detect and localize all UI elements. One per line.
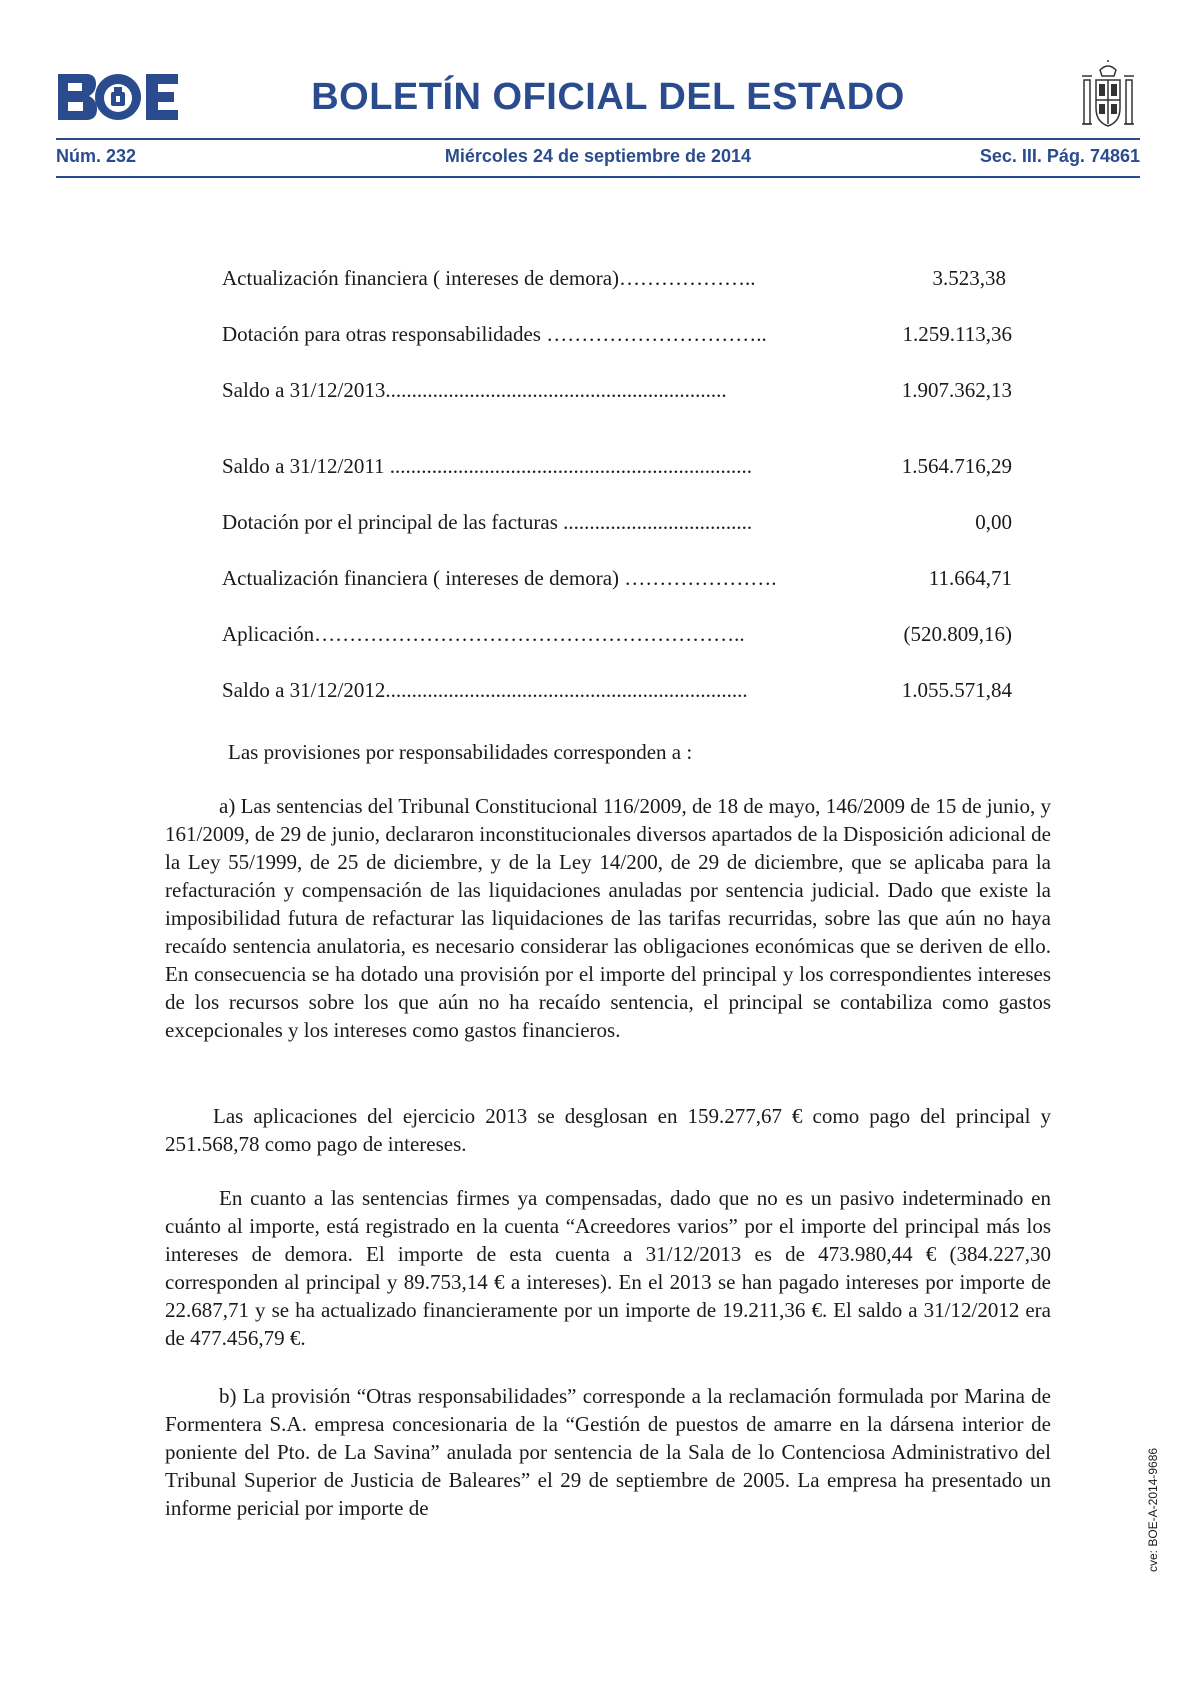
ledger-row <box>222 622 1012 650</box>
ledger-label: Dotación por el principal de las facturas .................................... <box>222 510 753 534</box>
ledger-row <box>222 378 1012 406</box>
paragraph-settled-rulings: En cuanto a las sentencias firmes ya compensadas, dado que no es un pasivo indeterminado en cuánto al importe, está registrado en la cuenta “Acreedores varios” por el importe del principal más los intereses de demora. El importe de esta cuenta a 31/12/2013 es de 473.980,44 € (384.227,30 corresponden al principal y 89.753,14 € a intereses). En el 2013 se han pagado intereses por importe de 22.687,71 y se ha actualizado financieramente por un importe de 19.211,36 €. El saldo a 31/12/2012 era de 477.456,79 €. <box>165 1186 1051 1350</box>
ledger-label: Dotación para otras responsabilidades ………………………….. <box>222 322 767 346</box>
ledger-value: (520.809,16) <box>903 622 1012 646</box>
masthead-title: BOLETÍN OFICIAL DEL ESTADO <box>311 76 905 118</box>
provisions-intro: Las provisiones por responsabilidades corresponden a : <box>228 740 693 764</box>
issue-date: Miércoles 24 de septiembre de 2014 <box>444 146 752 166</box>
cve-identifier: cve: BOE-A-2014-9686 <box>1146 1447 1160 1572</box>
ledger-value: 11.664,71 <box>928 566 1012 590</box>
ledger-row <box>222 678 1012 706</box>
ledger-value: 1.907.362,13 <box>901 378 1012 402</box>
coat-of-arms-icon <box>1076 60 1140 132</box>
header-rule-bottom <box>56 176 1140 178</box>
page-header <box>56 70 1140 180</box>
boe-logo-icon <box>56 72 180 122</box>
ledger-label: Actualización financiera ( intereses de demora)……………….. <box>222 266 756 290</box>
ledger-row <box>222 566 1012 594</box>
ledger-label: Aplicación…………………………………………………….. <box>222 622 745 646</box>
ledger-row <box>222 322 1012 350</box>
ledger-label: Actualización financiera ( intereses de demora) …………………. <box>222 566 777 590</box>
ledger-value: 1.259.113,36 <box>902 322 1012 346</box>
ledger-label: Saldo a 31/12/2011 ..................................................................... <box>222 454 753 478</box>
ledger-label: Saldo a 31/12/2013................................................................. <box>222 378 727 402</box>
ledger-label: Saldo a 31/12/2012..................................................................... <box>222 678 748 702</box>
ledger-row <box>222 510 1012 538</box>
ledger-value: 3.523,38 <box>932 266 1006 290</box>
header-subline <box>56 146 1140 172</box>
ledger-row <box>222 266 1012 294</box>
paragraph-a: a) Las sentencias del Tribunal Constitucional 116/2009, de 18 de mayo, 146/2009 de 15 de junio, y 161/2009, de 29 de junio, declararon inconstitucionales diversos apartados de la Disposición adicional de la Ley 55/1999, de 25 de diciembre, y de la Ley 14/200, de 29 de diciembre, que se aplicaba para la refacturación y compensación de las liquidaciones anuladas por sentencia judicial. Dado que existe la imposibilidad futura de refacturar las liquidaciones de las tarifas recurridas, sobre las que aún no haya recaído sentencia anulatoria, es necesario considerar las obligaciones económicas que se deriven de ello. En consecuencia se ha dotado una provisión por el importe del principal y los correspondientes intereses de los recursos sobre los que aún no ha recaído sentencia, el principal se contabiliza como gastos excepcionales y los intereses como gastos financieros. <box>165 794 1051 1042</box>
ledger-row <box>222 454 1012 482</box>
ledger-value: 1.055.571,84 <box>901 678 1012 702</box>
paragraph-b: b) La provisión “Otras responsabilidades” corresponde a la reclamación formulada por Marina de Formentera S.A. empresa concesionaria de la “Gestión de puestos de amarre en la dársena interior de poniente del Pto. de La Savina” anulada por sentencia de la Sala de lo Contenciosa Administrativo del Tribunal Superior de Justicia de Baleares” el 29 de septiembre de 2005. La empresa ha presentado un informe pericial por importe de <box>165 1384 1051 1520</box>
ledger-value: 0,00 <box>975 510 1012 534</box>
paragraph-applications: Las aplicaciones del ejercicio 2013 se desglosan en 159.277,67 € como pago del principal y 251.568,78 como pago de intereses. <box>165 1104 1051 1156</box>
issue-number: Núm. 232 <box>56 146 137 166</box>
header-rule-top <box>56 138 1140 140</box>
ledger-value: 1.564.716,29 <box>901 454 1012 478</box>
section-page: Sec. III. Pág. 74861 <box>979 146 1140 166</box>
